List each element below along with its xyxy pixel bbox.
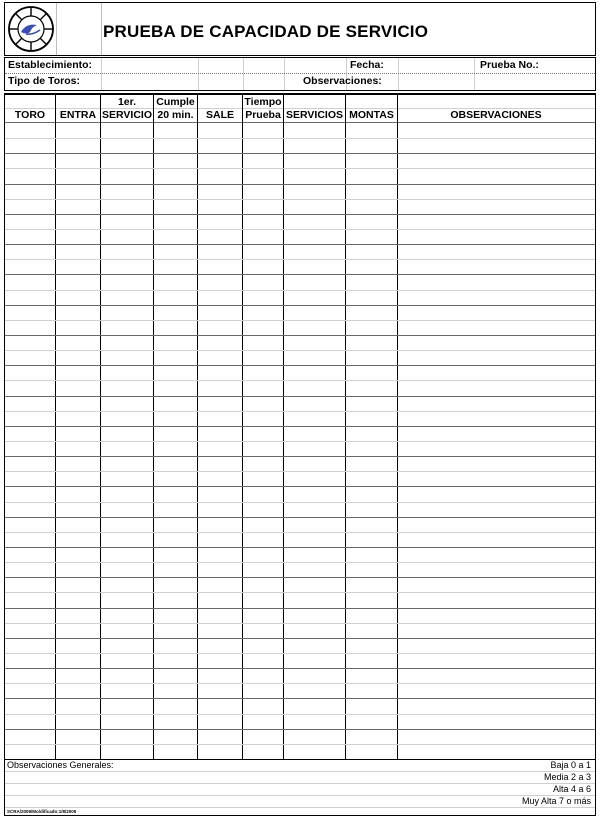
table-row bbox=[5, 396, 595, 397]
table-row bbox=[5, 365, 595, 366]
table-row bbox=[5, 698, 595, 699]
col-header-entra: ENTRA bbox=[59, 109, 97, 121]
page-title: PRUEBA DE CAPACIDAD DE SERVICIO bbox=[103, 22, 429, 41]
table-row bbox=[5, 608, 595, 609]
column-divider bbox=[242, 95, 243, 759]
table-row bbox=[5, 517, 595, 518]
col-header-cumple: Cumple 20 min. bbox=[156, 96, 195, 121]
table-row bbox=[5, 244, 595, 245]
table-row bbox=[5, 638, 595, 639]
establecimiento-label: Establecimiento: bbox=[8, 59, 93, 71]
table-row bbox=[5, 456, 595, 457]
col-header-servicios: SERVICIOS bbox=[286, 109, 343, 121]
tipo-toros-label: Tipo de Toros: bbox=[8, 75, 80, 87]
col-header-sale: SALE bbox=[205, 109, 234, 121]
column-divider bbox=[345, 95, 346, 759]
table-row bbox=[5, 426, 595, 427]
col-header-montas: MONTAS bbox=[349, 109, 394, 121]
legend-baja: Baja 0 a 1 bbox=[550, 760, 591, 770]
column-divider bbox=[153, 95, 154, 759]
table-row bbox=[5, 577, 595, 578]
table-row bbox=[5, 274, 595, 275]
observaciones-generales-label: Observaciones Generales: bbox=[7, 760, 114, 770]
form-code: SCRA/2009/Mo/dificado:1/8/2005 bbox=[7, 809, 77, 814]
logo-icon bbox=[7, 5, 55, 53]
observaciones-label: Observaciones: bbox=[303, 75, 382, 87]
table-row bbox=[5, 668, 595, 669]
form-sheet bbox=[4, 2, 596, 815]
column-divider bbox=[197, 95, 198, 759]
info-section bbox=[4, 57, 596, 91]
column-divider bbox=[397, 95, 398, 759]
data-table bbox=[4, 93, 596, 760]
col-header-primer-servicio: 1er. SERVICIO bbox=[102, 96, 152, 121]
prueba-no-label: Prueba No.: bbox=[480, 59, 539, 71]
legend-alta: Alta 4 a 6 bbox=[552, 784, 591, 794]
table-row bbox=[5, 729, 595, 730]
legend-muy-alta: Muy Alta 7 o más bbox=[521, 796, 591, 806]
table-row bbox=[5, 184, 595, 185]
form-header bbox=[4, 2, 596, 56]
col-header-observaciones: OBSERVACIONES bbox=[450, 109, 542, 121]
table-row bbox=[5, 153, 595, 154]
table-row bbox=[5, 335, 595, 336]
legend-media: Media 2 a 3 bbox=[543, 772, 591, 782]
table-row bbox=[5, 214, 595, 215]
table-row bbox=[5, 547, 595, 548]
col-header-tiempo-prueba: Tiempo Prueba bbox=[244, 96, 282, 121]
column-divider bbox=[283, 95, 284, 759]
column-divider bbox=[100, 95, 101, 759]
fecha-label: Fecha: bbox=[350, 59, 384, 71]
col-header-toro: TORO bbox=[14, 109, 46, 121]
form-footer bbox=[4, 758, 596, 816]
column-divider bbox=[55, 95, 56, 759]
table-row bbox=[5, 486, 595, 487]
table-row bbox=[5, 305, 595, 306]
